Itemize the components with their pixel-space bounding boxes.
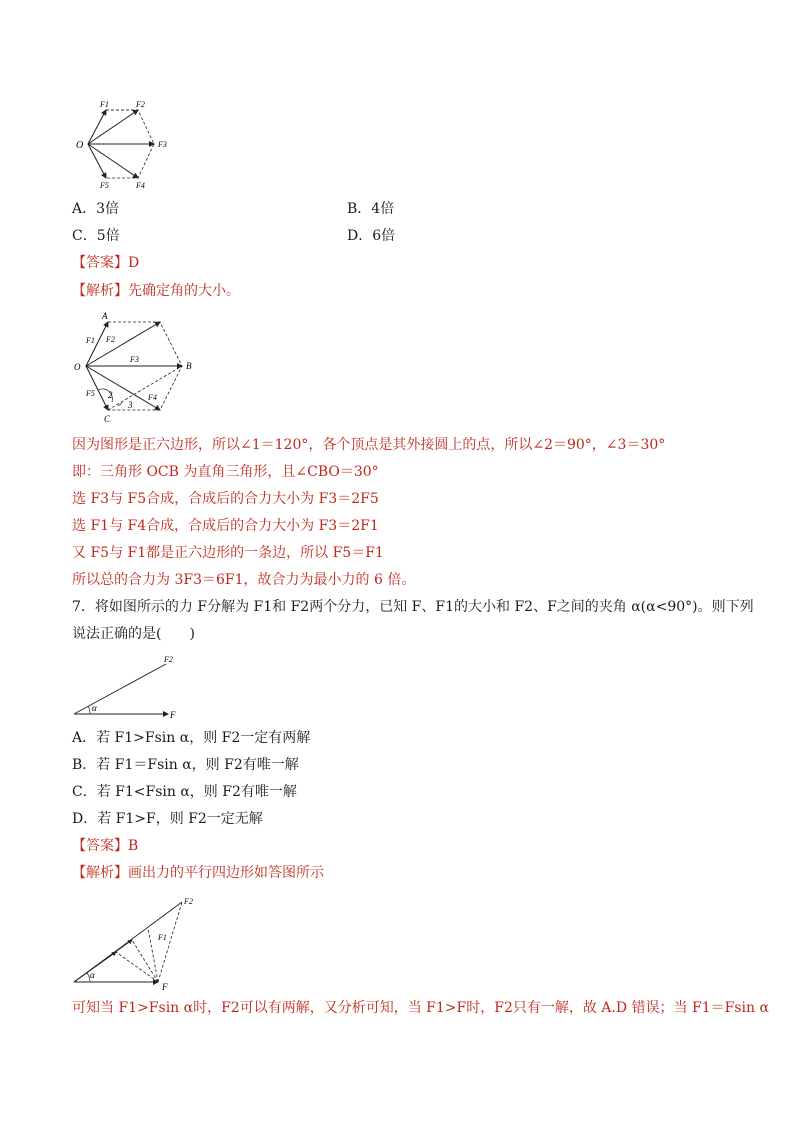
svg-text:F2: F2 [164,655,173,664]
svg-text:F1: F1 [100,100,109,109]
svg-text:F: F [170,710,176,720]
q7-option-d: D．若 F1>F，则 F2一定无解 [72,811,263,827]
analysis-line-q6: 【解析】先确定角的大小。 [72,283,240,299]
svg-text:F2: F2 [136,100,145,109]
svg-text:F1: F1 [158,933,167,942]
analysis-q7-conclusion: 可知当 F1>Fsin α时，F2可以有两解，又分析可知，当 F1>F时，F2只有一解，故 A.D 错误；当 F1＝Fsin α [72,1000,769,1016]
svg-text:F: F [162,982,168,992]
analysis-q6-line-4: 选 F1与 F4合成，合成后的合力大小为 F3＝2F1 [72,518,379,534]
svg-text:F2: F2 [184,897,193,906]
analysis-q6-line-6: 所以总的合力为 3F3＝6F1，故合力为最小力的 6 倍。 [72,572,416,588]
q7-option-c: C．若 F1<Fsin α，则 F2有唯一解 [72,784,297,800]
svg-text:F5: F5 [100,181,109,190]
hexagon-figure-2 [70,310,210,428]
svg-text:2: 2 [108,390,113,400]
q7-option-a: A．若 F1>Fsin α，则 F2一定有两解 [72,730,311,746]
option-d: D．6倍 [347,228,396,244]
svg-text:F2: F2 [106,335,115,344]
q7-option-b: B．若 F1＝Fsin α，则 F2有唯一解 [72,757,299,773]
svg-text:α: α [92,703,97,713]
analysis-q6-line-5: 又 F5与 F1都是正六边形的一条边，所以 F5＝F1 [72,545,384,561]
label-O: O [76,140,84,151]
option-a: A．3倍 [72,201,120,217]
svg-text:O: O [74,362,81,372]
svg-text:F5: F5 [86,389,95,398]
option-b: B．4倍 [347,201,395,217]
analysis-q6-line-3: 选 F3与 F5合成，合成后的合力大小为 F3＝2F5 [72,491,379,507]
svg-text:F4: F4 [136,181,145,190]
answer-line-q7: 【答案】B [72,838,139,854]
hexagon-figure-1 [70,96,190,191]
svg-text:F3: F3 [158,140,167,149]
option-c: C．5倍 [72,228,120,244]
svg-text:C: C [104,414,111,424]
svg-text:F3: F3 [130,355,139,364]
svg-text:α: α [90,970,95,980]
svg-text:3: 3 [128,400,133,410]
svg-text:B: B [186,361,192,371]
question-7-stem-line-2: 说法正确的是( ) [72,626,195,642]
angle-figure-q7 [70,652,190,722]
svg-text:A: A [102,311,108,321]
analysis-q6-line-2: 即：三角形 OCB 为直角三角形，且∠CBO＝30° [72,464,379,480]
answer-line-q6: 【答案】D [72,255,140,271]
analysis-line-q7: 【解析】画出力的平行四边形如答图所示 [72,865,324,881]
svg-text:F4: F4 [148,393,157,402]
parallelogram-figure-q7 [70,892,210,992]
analysis-q6-line-1: 因为图形是正六边形，所以∠1＝120°，各个顶点是其外接圆上的点，所以∠2＝90°，∠3＝30° [72,437,666,453]
question-7-stem-line-1: 7．将如图所示的力 F分解为 F1和 F2两个分力，已知 F、F1的大小和 F2、F之间的夹角 α(α<90°)。则下列 [72,599,754,615]
svg-text:F1: F1 [86,336,95,345]
